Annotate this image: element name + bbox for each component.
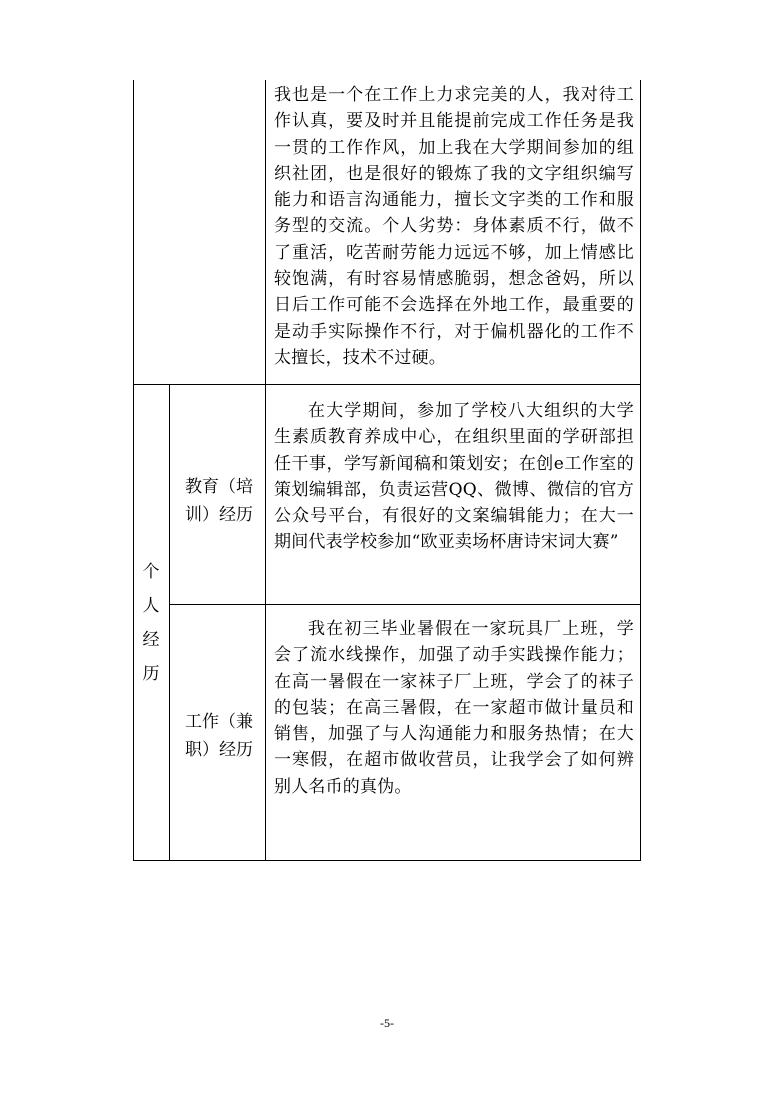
table-border-left xyxy=(133,80,134,861)
row-divider-top xyxy=(133,384,641,385)
table-border-inner-2 xyxy=(265,80,266,861)
table-border-inner-1 xyxy=(169,384,170,861)
page-number: -5- xyxy=(380,1016,394,1030)
education-text: 在大学期间，参加了学校八大组织的大学生素质教育养成中心，在组织里面的学研部担任干事，学写新闻稿和策划安；在创e工作室的策划编辑部，负责运营QQ、微博、微信的官方公众号平台，有很好的文案编辑能力；在大一期间代表学校参加“欧亚卖场杯唐诗宋词大赛” xyxy=(274,401,634,553)
table-border-right xyxy=(640,80,641,861)
row-divider-middle xyxy=(169,604,641,605)
self-assessment-text: 我也是一个在工作上力求完美的人，我对待工作认真，要及时并且能提前完成工作任务是我一贯的工作作风，加上我在大学期间参加的组织社团，也是很好的锻炼了我的文字组织编写能力和语言沟通能力，擅长文字类的工作和服务型的交流。个人劣势：身体素质不行，做不了重活，吃苦耐劳能力远远不够，加上情感比较饱满，有时容易情感脆弱，想念爸妈，所以日后工作可能不会选择在外地工作，最重要的是动手实际操作不行，对于偏机器化的工作不太擅长，技术不过硬。 xyxy=(274,85,634,368)
education-label: 教育（培 训）经历 xyxy=(185,477,253,525)
work-text: 我在初三毕业暑假在一家玩具厂上班，学会了流水线操作，加强了动手实践操作能力；在高一暑假在一家袜子厂上班，学会了的袜子的包装；在高三暑假，在一家超市做计量员和销售，加强了与人沟通能力和服务热情；在大一寒假，在超市做收营员，让我学会了如何辨别人名币的真伪。 xyxy=(274,619,634,797)
section-label-personal-experience: 个 人 经 历 xyxy=(142,562,160,684)
table-border-bottom xyxy=(133,860,641,861)
experience-table xyxy=(133,80,641,861)
work-label: 工作（兼 职）经历 xyxy=(185,712,253,760)
